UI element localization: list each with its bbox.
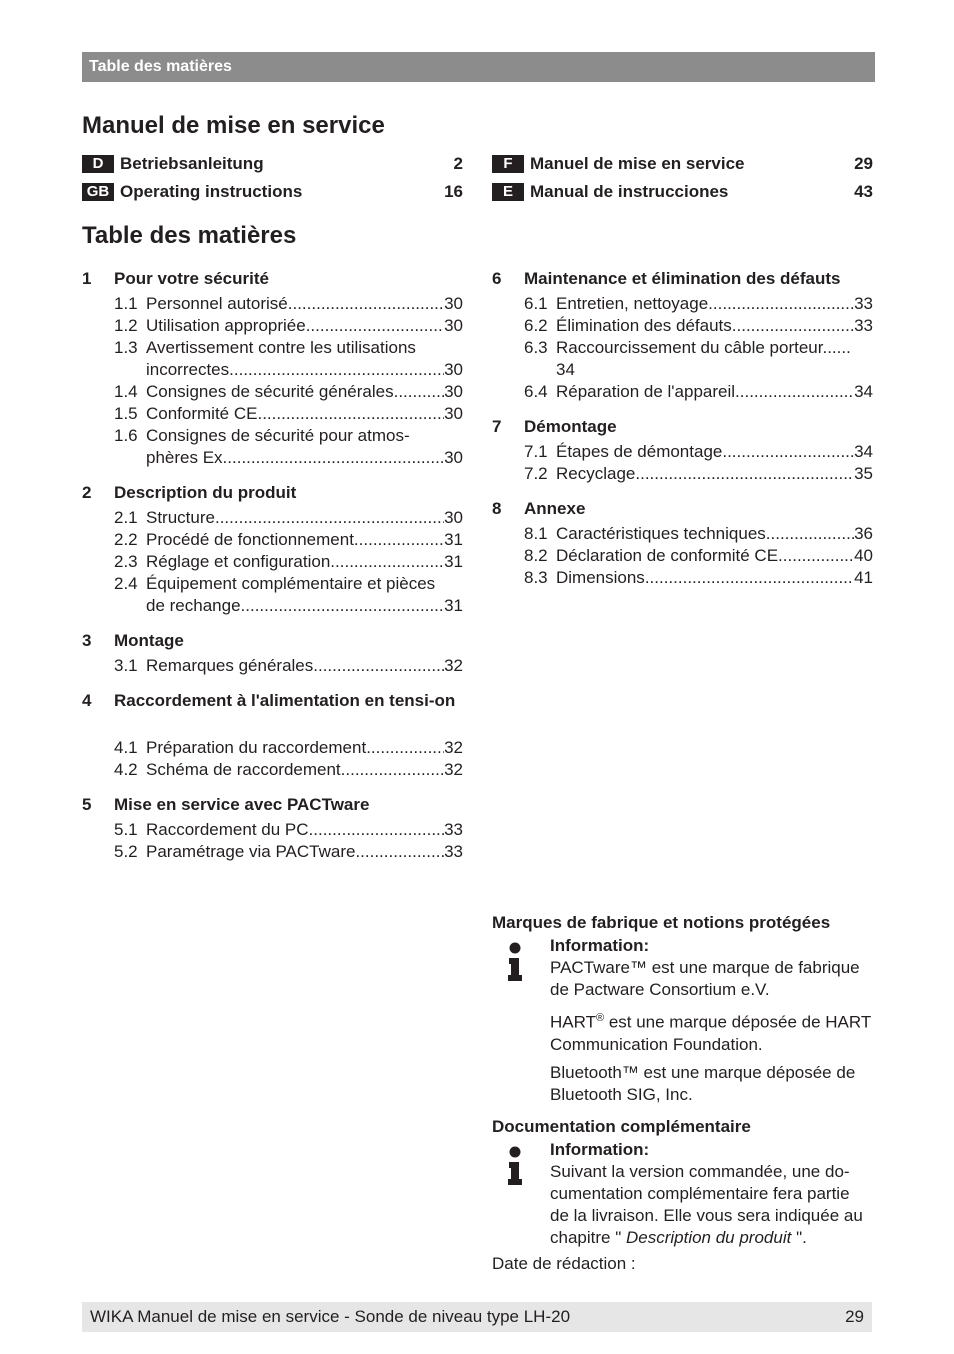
toc-item-2-2[interactable] [82,529,463,551]
section-title: Démontage [524,417,617,436]
item-page: 30 [444,360,463,379]
item-page: 33 [854,316,873,335]
toc-item-1-5[interactable] [82,403,463,425]
item-page: 40 [854,546,873,565]
item-page: 41 [854,568,873,587]
info-icon [505,942,525,982]
item-page: 32 [444,656,463,675]
toc-section-3[interactable] [82,630,463,652]
trademark-bluetooth: Bluetooth™ est une marque déposée de Bluetooth SIG, Inc. [550,1062,856,1104]
item-number: 6.4 [524,382,548,401]
item-number: 2.2 [114,530,138,549]
item-page: 32 [444,760,463,779]
footer-text: WIKA Manuel de mise en service - Sonde de niveau type LH-20 [90,1307,571,1326]
trademark-hart: HART® est une marque déposée de HART Communication Foundation. [550,1012,871,1054]
toc-item-4-1[interactable] [82,737,463,759]
item-page: 33 [444,842,463,861]
toc-item-5-1[interactable] [82,819,463,841]
manual-heading: Manuel de mise en service [82,112,385,139]
item-page: 30 [444,404,463,423]
item-number: 2.4 [114,574,138,593]
documentation-info [550,1139,872,1255]
section-title: Mise en service avec PACTware [114,795,370,814]
section-number: 1 [82,269,92,288]
item-number: 2.3 [114,552,138,571]
item-title: Paramétrage via PACTware [146,842,356,861]
info-label: Information: [550,1140,650,1159]
item-page: 31 [444,530,463,549]
item-page: 31 [444,596,463,615]
trademarks-title: Marques de fabrique et notions protégées [492,913,831,932]
lang-badge-f: F [492,155,524,173]
item-page: 33 [444,820,463,839]
item-page: 34 [854,442,873,461]
lang-row-d[interactable] [82,153,463,175]
item-page: 36 [854,524,873,543]
item-number: 1.4 [114,382,138,401]
section-title: Annexe [524,499,586,518]
page-number: 29 [845,1307,864,1326]
item-title-line1: Équipement complémentaire et pièces [146,574,436,593]
lang-badge-e: E [492,183,524,201]
trademark-pactware: PACTware™ est une marque de fabrique de Pactware Consortium e.V. [550,958,860,999]
item-number: 6.3 [524,338,548,357]
toc-item-3-1[interactable] [82,655,463,677]
item-number: 4.2 [114,760,138,779]
item-title: 34 [556,360,575,379]
section-title: Raccordement à l'alimentation en tensi-on [114,691,456,710]
item-page: 30 [444,382,463,401]
item-title-line1: Raccourcissement du câble porteur...... [556,338,851,357]
item-title: Personnel autorisé [146,294,288,313]
toc-item-1-2[interactable] [82,315,463,337]
item-number: 8.1 [524,524,548,543]
item-number: 8.2 [524,546,548,565]
item-title: Entretien, nettoyage [556,294,709,313]
documentation-title: Documentation complémentaire [492,1117,751,1136]
item-title: Conformité CE [146,404,258,423]
lang-label-gb: Operating instructions [120,182,303,201]
section-number: 2 [82,483,92,502]
toc-item-6-3[interactable] [492,337,873,381]
info-label: Information: [550,936,650,955]
header-title: Table des matières [89,58,232,75]
toc-item-5-2[interactable] [82,841,463,863]
item-number: 1.5 [114,404,138,423]
lang-row-gb[interactable] [82,181,463,203]
item-title: Remarques générales [146,656,314,675]
item-number: 8.3 [524,568,548,587]
item-title: Dimensions [556,568,645,587]
item-title: Schéma de raccordement [146,760,341,779]
section-title: Pour votre sécurité [114,269,269,288]
lang-page-f: 29 [854,154,873,173]
item-page: 30 [444,316,463,335]
item-title: Procédé de fonctionnement [146,530,354,549]
item-number: 6.1 [524,294,548,313]
toc-section-7[interactable] [492,416,873,438]
item-number: 1.2 [114,316,138,335]
lang-label-e: Manual de instrucciones [530,182,729,201]
lang-row-e[interactable] [492,181,873,203]
item-title: Déclaration de conformité CE [556,546,779,565]
item-page: 32 [444,738,463,757]
item-title: Caractéristiques techniques [556,524,766,543]
toc-item-7-2[interactable] [492,463,873,485]
toc-item-2-4[interactable] [82,573,463,617]
toc-section-4[interactable] [82,690,463,734]
section-number: 6 [492,269,502,288]
item-page: 35 [854,464,873,483]
toc-item-2-3[interactable] [82,551,463,573]
toc-section-8[interactable] [492,498,873,520]
section-number: 8 [492,499,502,518]
item-number: 3.1 [114,656,138,675]
section-title: Montage [114,631,184,650]
item-number: 5.1 [114,820,138,839]
lang-row-f[interactable] [492,153,873,175]
item-title: Structure [146,508,215,527]
date-label: Date de rédaction : [492,1254,636,1273]
item-page: 31 [444,552,463,571]
section-number: 4 [82,691,92,710]
item-number: 1.1 [114,294,138,313]
item-title: Recyclage [556,464,636,483]
item-number: 7.2 [524,464,548,483]
section-title: Description du produit [114,483,297,502]
toc-item-7-1[interactable] [492,441,873,463]
item-page: 30 [444,508,463,527]
lang-page-e: 43 [854,182,873,201]
item-title: Raccordement du PC [146,820,309,839]
toc-section-6[interactable] [492,268,873,290]
lang-page-d: 2 [453,154,463,173]
toc-item-6-4[interactable] [492,381,873,403]
section-number: 3 [82,631,92,650]
item-title: phères Ex [146,448,223,467]
item-number: 7.1 [524,442,548,461]
lang-page-gb: 16 [444,182,463,201]
info-icon [505,1146,525,1186]
item-title: incorrectes [146,360,230,379]
toc-item-6-1[interactable] [492,293,873,315]
item-number: 6.2 [524,316,548,335]
toc-item-1-1[interactable] [82,293,463,315]
toc-left-column [82,268,463,863]
item-title: Réparation de l'appareil [556,382,736,401]
item-page: 33 [854,294,873,313]
item-number: 4.1 [114,738,138,757]
lang-label-d: Betriebsanleitung [120,154,264,173]
toc-section-5[interactable] [82,794,463,816]
documentation-text: Suivant la version commandée, une do-cumentation complémentaire fera partie de la livraison. Elle vous sera indiquée au chapitre " Description du produit ". [550,1162,863,1247]
section-title: Maintenance et élimination des défauts [524,269,841,288]
item-page: 30 [444,448,463,467]
header-bar [82,52,875,82]
toc-section-2[interactable] [82,482,463,504]
item-number: 5.2 [114,842,138,861]
item-title: Consignes de sécurité générales [146,382,394,401]
item-number: 1.3 [114,338,138,357]
item-title-line1: Consignes de sécurité pour atmos- [146,426,410,445]
item-title: Préparation du raccordement [146,738,367,757]
toc-right-column [492,268,873,589]
toc-item-4-2[interactable] [82,759,463,781]
lang-label-f: Manuel de mise en service [530,154,745,173]
toc-item-8-3[interactable] [492,567,873,589]
toc-item-1-6[interactable] [82,425,463,469]
section-number: 7 [492,417,502,436]
item-page: 34 [854,382,873,401]
item-number: 1.6 [114,426,138,445]
toc-heading: Table des matières [82,222,297,249]
toc-item-1-3[interactable] [82,337,463,381]
item-title: Élimination des défauts [556,316,732,335]
toc-item-1-4[interactable] [82,381,463,403]
item-title-line1: Avertissement contre les utilisations [146,338,416,357]
toc-section-1[interactable] [82,268,463,290]
toc-item-8-2[interactable] [492,545,873,567]
item-title: de rechange [146,596,241,615]
trademarks-info [550,935,880,1112]
section-number: 5 [82,795,92,814]
toc-item-2-1[interactable] [82,507,463,529]
item-title: Réglage et configuration [146,552,331,571]
item-page: 30 [444,294,463,313]
lang-badge-gb: GB [82,183,114,201]
footer-bar [82,1302,872,1332]
item-title: Utilisation appropriée [146,316,306,335]
toc-item-6-2[interactable] [492,315,873,337]
item-title: Étapes de démontage [556,442,723,461]
lang-badge-d: D [82,155,114,173]
item-number: 2.1 [114,508,138,527]
toc-item-8-1[interactable] [492,523,873,545]
